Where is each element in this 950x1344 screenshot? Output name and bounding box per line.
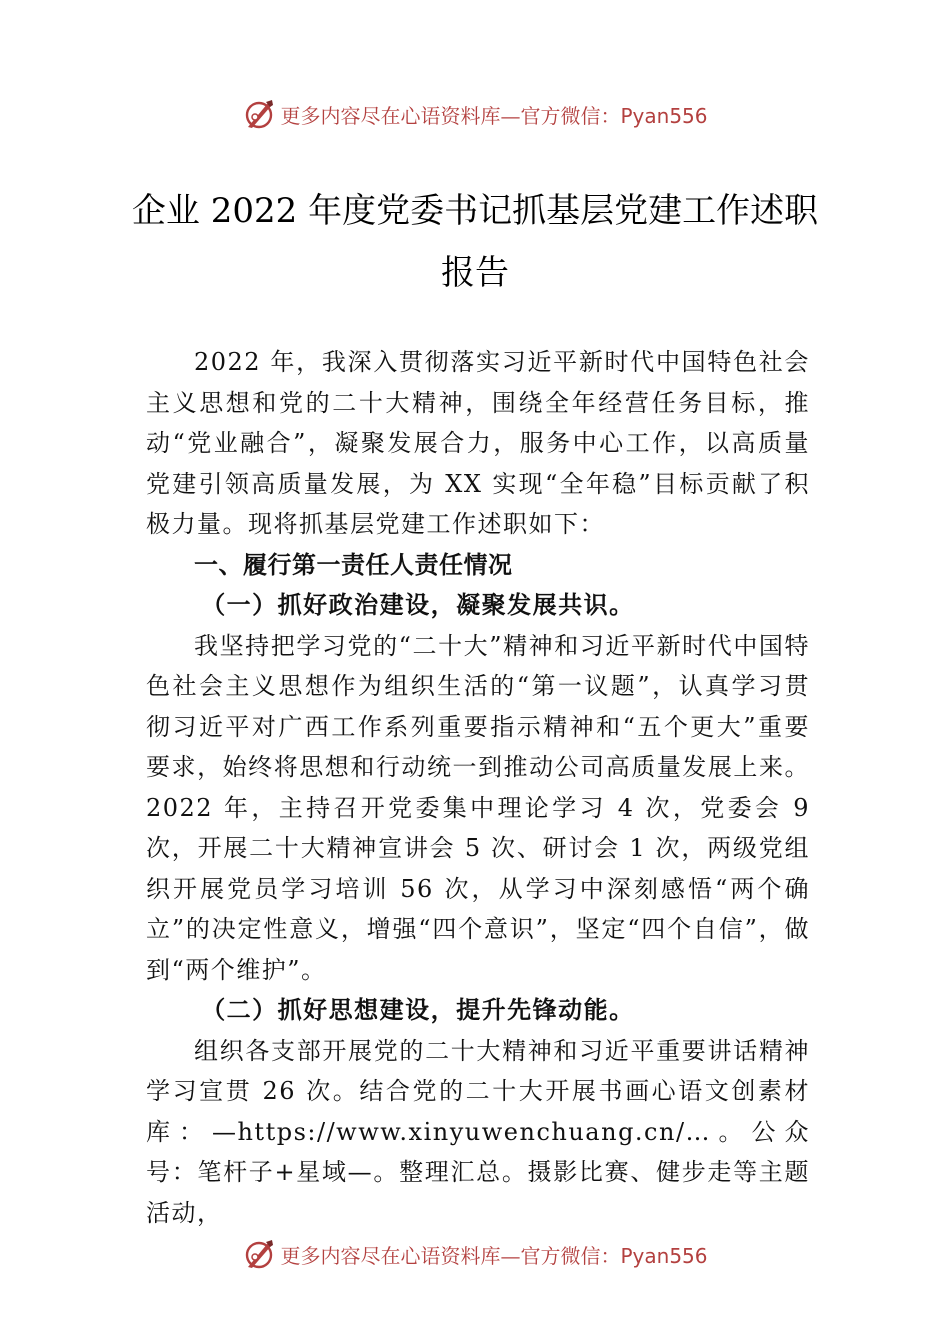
- watermark-wechat-id: Pyan556: [620, 103, 708, 128]
- subsection-heading-1: （一）抓好政治建设，凝聚发展共识。: [201, 590, 635, 619]
- header-watermark: [0, 94, 950, 134]
- brush-logo-icon: [242, 1237, 276, 1271]
- subsection-2-paragraph: 组织各支部开展党的二十大精神和习近平重要讲话精神学习宣贯 26 次。结合党的二十大开展书画心语文创素材库：—https://www.xinyuwenchuang.cn/…。公众号：笔杆子+星域—。整理汇总。摄影比赛、健步走等主题活动，: [146, 1036, 810, 1227]
- watermark-wechat-id: Pyan556: [620, 1243, 708, 1268]
- document-body: [146, 342, 810, 1233]
- footer-watermark: [0, 1234, 950, 1274]
- watermark-text: 更多内容尽在心语资料库—官方微信：: [280, 1243, 621, 1268]
- document-title: 企业 2022 年度党委书记抓基层党建工作述职报告: [131, 191, 819, 293]
- brush-logo-icon: [242, 97, 276, 131]
- intro-paragraph: 2022 年，我深入贯彻落实习近平新时代中国特色社会主义思想和党的二十大精神，围绕全年经营任务目标，推动“党业融合”，凝聚发展合力，服务中心工作，以高质量党建引领高质量发展，为 XX 实现“全年稳”目标贡献了积极力量。现将抓基层党建工作述职如下：: [146, 348, 810, 538]
- watermark-text: 更多内容尽在心语资料库—官方微信：: [280, 103, 621, 128]
- section-heading-1: 一、履行第一责任人责任情况: [194, 550, 513, 579]
- subsection-1-paragraph: 我坚持把学习党的“二十大”精神和习近平新时代中国特色社会主义思想作为组织生活的“第一议题”，认真学习贯彻习近平对广西工作系列重要指示精神和“五个更大”重要要求，始终将思想和行动统一到推动公司高质量发展上来。2022 年，主持召开党委集中理论学习 4 次，党委会 9 次，开展二十大精神宣讲会 5 次、研讨会 1 次，两级党组织开展党员学习培训 56 次，从学习中深刻感悟“两个确立”的决定性意义，增强“四个意识”，坚定“四个自信”，做到“两个维护”。: [146, 631, 810, 984]
- subsection-heading-2: （二）抓好思想建设，提升先锋动能。: [201, 995, 635, 1024]
